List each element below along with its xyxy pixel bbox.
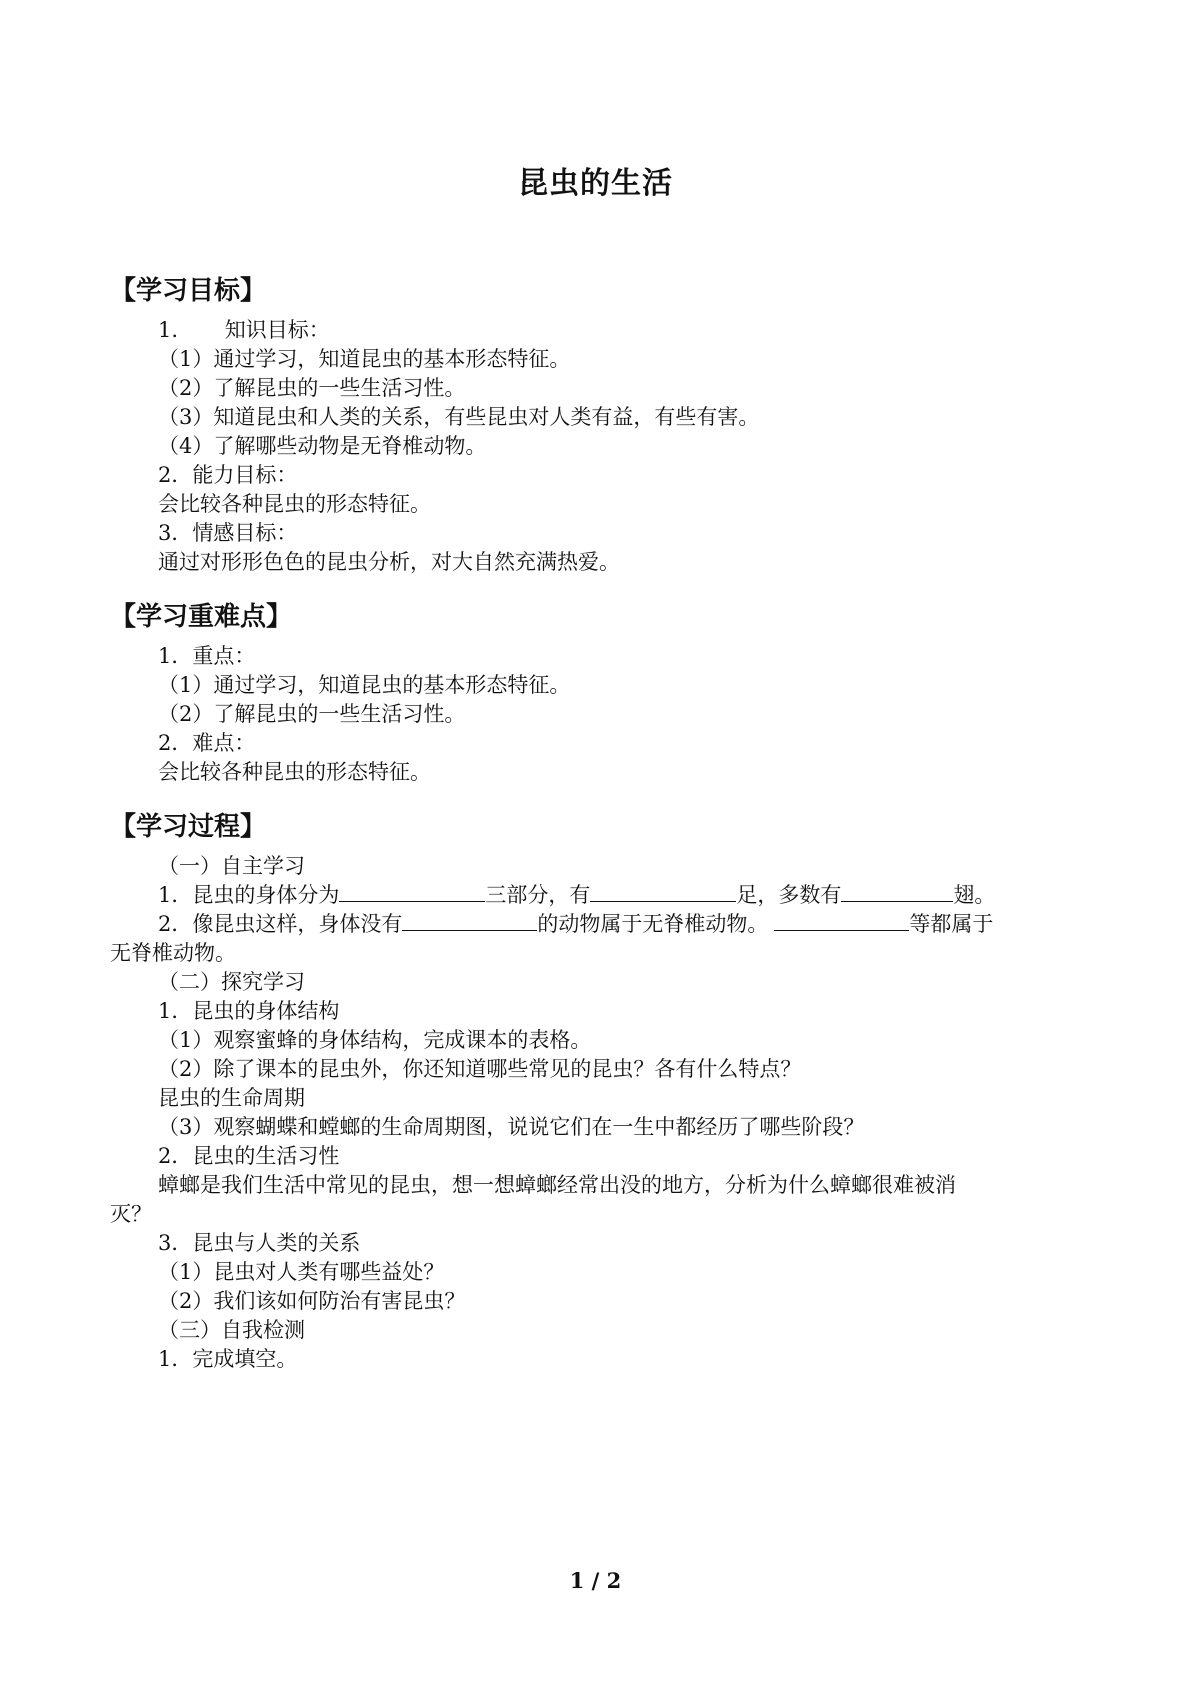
page-number: 1 / 2: [569, 1568, 622, 1593]
objectives-line: 会比较各种昆虫的形态特征。: [158, 492, 431, 516]
question-text: 2．像昆虫这样，身体没有: [158, 912, 403, 936]
process-line: （1）观察蜜蜂的身体结构，完成课本的表格。: [158, 1028, 592, 1052]
process-line: （1）昆虫对人类有哪些益处？: [158, 1260, 445, 1284]
process-line: 1．昆虫的身体结构: [158, 999, 340, 1023]
objectives-line: 2．能力目标：: [158, 463, 298, 487]
key-points-line: （1）通过学习，知道昆虫的基本形态特征。: [158, 673, 571, 697]
process-line: 1．完成填空。: [158, 1347, 298, 1371]
answer-blank[interactable]: [339, 881, 485, 902]
objectives-line: （2）了解昆虫的一些生活习性。: [158, 376, 466, 400]
objectives-line: （3）知道昆虫和人类的关系，有些昆虫对人类有益，有些有害。: [158, 405, 760, 429]
answer-blank[interactable]: [841, 881, 953, 902]
process-line: 昆虫的生命周期: [158, 1086, 305, 1110]
process-line: （3）观察蝴蝶和螳螂的生命周期图，说说它们在一生中都经历了哪些阶段？: [158, 1115, 865, 1139]
answer-blank[interactable]: [402, 910, 537, 931]
fill-question-2: [158, 910, 993, 938]
objectives-line: 1. 知识目标：: [158, 318, 330, 342]
question-text: 翅。: [953, 883, 996, 907]
page-title: 昆虫的生活: [518, 166, 673, 201]
self-study-label: （一）自主学习: [158, 854, 305, 878]
objectives-line: 通过对形形色色的昆虫分析，对大自然充满热爱。: [158, 550, 620, 574]
answer-blank[interactable]: [590, 881, 736, 902]
question-text: 1．昆虫的身体分为: [158, 883, 340, 907]
question-text: 足，多数有: [736, 883, 842, 907]
key-points-line: 2．难点：: [158, 731, 256, 755]
question-text: 的动物属于无脊椎动物。: [537, 912, 769, 936]
answer-blank[interactable]: [774, 910, 909, 931]
process-line: （三）自我检测: [158, 1318, 305, 1342]
fill-question-1: [158, 881, 995, 909]
objectives-line: （1）通过学习，知道昆虫的基本形态特征。: [158, 347, 571, 371]
process-line: （2）除了课本的昆虫外，你还知道哪些常见的昆虫？各有什么特点？: [158, 1057, 802, 1081]
key-points-line: 1．重点：: [158, 644, 256, 668]
explore-label: （二）探究学习: [158, 970, 305, 994]
cockroach-paragraph: 蟑螂是我们生活中常见的昆虫，想一想蟑螂经常出没的地方，分析为什么蟑螂很难被消: [158, 1173, 956, 1197]
question-text: 等都属于: [909, 912, 994, 936]
key-points-heading: 【学习重难点】: [110, 602, 293, 632]
process-heading: 【学习过程】: [110, 812, 267, 842]
cockroach-paragraph-continuation: 灭？: [110, 1202, 152, 1226]
objectives-heading: 【学习目标】: [110, 276, 267, 306]
objectives-line: （4）了解哪些动物是无脊椎动物。: [158, 434, 487, 458]
process-line: 3．昆虫与人类的关系: [158, 1231, 361, 1255]
process-line: 2．昆虫的生活习性: [158, 1144, 340, 1168]
objectives-line: 3．情感目标：: [158, 521, 298, 545]
question-text: 三部分，有: [485, 883, 591, 907]
key-points-line: 会比较各种昆虫的形态特征。: [158, 760, 431, 784]
key-points-line: （2）了解昆虫的一些生活习性。: [158, 702, 466, 726]
fill-question-2-continuation: 无脊椎动物。: [110, 941, 236, 965]
process-line: （2）我们该如何防治有害昆虫？: [158, 1289, 466, 1313]
